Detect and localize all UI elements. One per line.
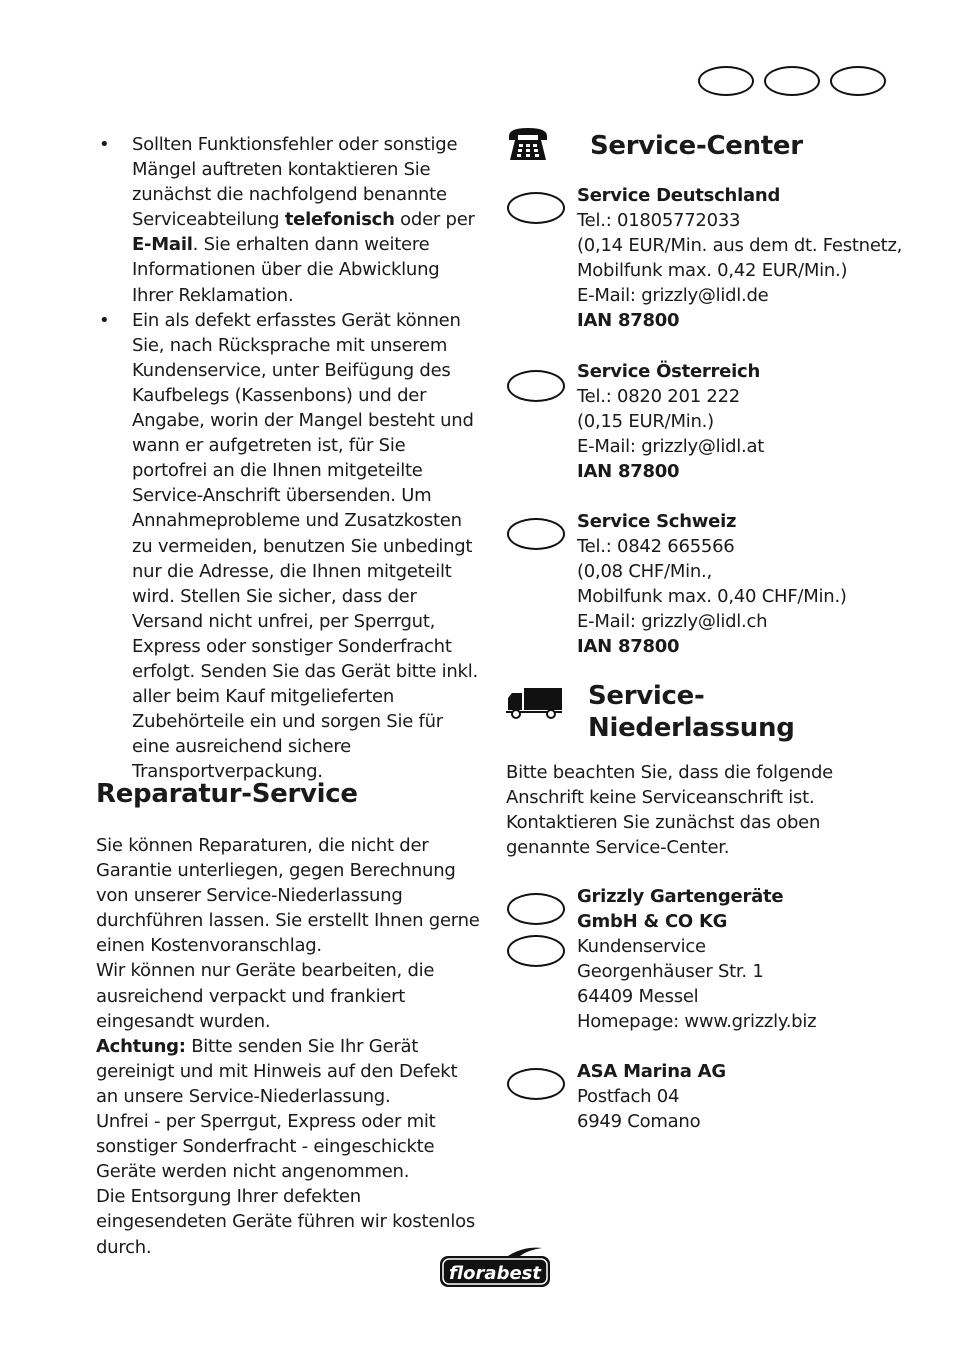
entry-title: Service Deutschland	[577, 185, 781, 206]
entry-email: E-Mail: grizzly@lidl.ch	[577, 611, 768, 633]
telephone-icon	[506, 124, 550, 168]
country-oval-grizzly-1	[507, 893, 565, 925]
language-selector-ovals	[698, 66, 886, 96]
bullet-text: oder per	[394, 209, 475, 231]
entry-rate-2: Mobilfunk max. 0,40 CHF/Min.)	[577, 586, 847, 608]
bullet-emphasis: telefonisch	[284, 209, 395, 231]
entry-ian: IAN 87800	[577, 461, 680, 483]
address-name-2: GmbH & CO KG	[577, 911, 728, 933]
address-line-2: Georgenhäuser Str. 1	[577, 961, 764, 983]
language-oval-2	[764, 66, 820, 96]
attention-label: Achtung:	[96, 1035, 186, 1057]
bullet-list	[96, 132, 482, 784]
address-line-1: Kundenservice	[577, 936, 706, 958]
address-grizzly	[577, 884, 816, 1035]
entry-phone: Tel.: 0820 201 222	[577, 386, 740, 408]
bullet-item	[96, 132, 482, 308]
entry-rate-2: Mobilfunk max. 0,42 EUR/Min.)	[577, 260, 848, 282]
language-oval-3	[830, 66, 886, 96]
service-center-heading: Service-Center	[590, 131, 803, 161]
service-center-header	[506, 124, 803, 168]
service-entry-austria	[577, 359, 764, 484]
florabest-logo	[438, 1246, 552, 1294]
entry-title: Service Schweiz	[577, 511, 737, 532]
service-branch-heading-line-2: Niederlassung	[588, 713, 795, 743]
entry-rate-1: (0,08 CHF/Min.,	[577, 561, 712, 583]
address-name-1: Grizzly Gartengeräte	[577, 886, 784, 907]
country-oval-de	[507, 192, 565, 224]
address-line-3: 64409 Messel	[577, 986, 699, 1008]
address-line-1: Postfach 04	[577, 1086, 680, 1108]
service-branch-header	[506, 680, 795, 744]
bullet-text: Ein als defekt erfasstes Gerät können Sie, nach Rücksprache mit unserem Kundenservice, unter Beifügung des Kaufbelegs (Kassenbons) und der Angabe, worin der Mangel besteht und wann er aufgetreten ist, für Sie portofrei an die Ihnen mitgeteilte Service-Anschrift übersenden. Um Annahmeprobleme und Zusatzkosten zu vermeiden, benutzen Sie unbedingt nur die Adresse, die Ihnen mitgeteilt wird. Stellen Sie sicher, dass der Versand nicht unfrei, per Sperrgut, Express oder sonstiger Sonderfracht erfolgt. Senden Sie das Gerät bitte inkl. aller beim Kauf mitgelieferten Zubehörteile ein und sorgen Sie für eine ausreichend sichere Transportverpackung.	[132, 309, 478, 783]
repair-paragraph-5: Die Entsorgung Ihrer defekten eingesendeten Geräte führen wir kostenlos durch.	[96, 1186, 475, 1258]
entry-title: Service Österreich	[577, 361, 761, 382]
entry-phone: Tel.: 0842 665566	[577, 536, 735, 558]
bullet-dot: •	[99, 309, 110, 331]
address-name-1: ASA Marina AG	[577, 1061, 726, 1082]
service-branch-heading	[588, 680, 795, 744]
entry-ian: IAN 87800	[577, 636, 680, 658]
attention-text: Bitte senden Sie Ihr Gerät gereinigt und mit Hinweis auf den Defekt an unsere Service-Niederlassung.	[96, 1035, 458, 1107]
entry-rate-1: (0,15 EUR/Min.)	[577, 411, 714, 433]
service-branch-note: Bitte beachten Sie, dass die folgende Anschrift keine Serviceanschrift ist. Kontaktieren Sie zunächst das oben genannte Service-Center.	[506, 762, 833, 859]
entry-email: E-Mail: grizzly@lidl.de	[577, 285, 769, 307]
truck-icon	[506, 686, 564, 724]
service-branch-heading-line-1: Service-	[588, 681, 705, 711]
address-homepage: Homepage: www.grizzly.biz	[577, 1011, 817, 1033]
country-oval-at	[507, 370, 565, 402]
logo-text: florabest	[449, 1263, 541, 1284]
entry-ian: IAN 87800	[577, 310, 680, 332]
bullet-text: . Sie erhalten dann weitere Informationen über die Abwicklung Ihrer Reklamation.	[132, 234, 440, 306]
bullet-item	[96, 308, 482, 785]
repair-paragraph-2: Wir können nur Geräte bearbeiten, die ausreichend verpackt und frankiert eingesandt wurden.	[96, 960, 435, 1032]
entry-phone: Tel.: 01805772033	[577, 210, 741, 232]
language-oval-1	[698, 66, 754, 96]
address-asa-marina	[577, 1059, 726, 1134]
repair-service-heading: Reparatur-Service	[96, 779, 358, 809]
repair-paragraph-1: Sie können Reparaturen, die nicht der Garantie unterliegen, gegen Berechnung von unserer Service-Niederlassung durchführen lassen. Sie erstellt Ihnen gerne einen Kostenvoranschlag.	[96, 835, 480, 957]
entry-rate-1: (0,14 EUR/Min. aus dem dt. Festnetz,	[577, 235, 903, 257]
bullet-emphasis: E-Mail	[132, 234, 193, 256]
repair-service-text	[96, 833, 482, 1260]
service-entry-germany	[577, 183, 902, 334]
country-oval-asa	[507, 1068, 565, 1100]
repair-paragraph-4: Unfrei - per Sperrgut, Express oder mit sonstiger Sonderfracht - eingeschickte Geräte werden nicht angenommen.	[96, 1111, 436, 1183]
country-oval-grizzly-2	[507, 935, 565, 967]
service-entry-switzerland	[577, 509, 847, 660]
bullet-dot: •	[99, 134, 110, 155]
entry-email: E-Mail: grizzly@lidl.at	[577, 436, 765, 458]
bullet-text: Sollten Funktionsfehler oder sonstige Mängel auftreten kontaktieren Sie zunächst die nachfolgend benannte Serviceabteilung	[132, 134, 458, 231]
warranty-instructions	[96, 132, 482, 784]
address-line-2: 6949 Comano	[577, 1111, 701, 1133]
repair-paragraph-3	[96, 1034, 482, 1109]
country-oval-ch	[507, 518, 565, 550]
